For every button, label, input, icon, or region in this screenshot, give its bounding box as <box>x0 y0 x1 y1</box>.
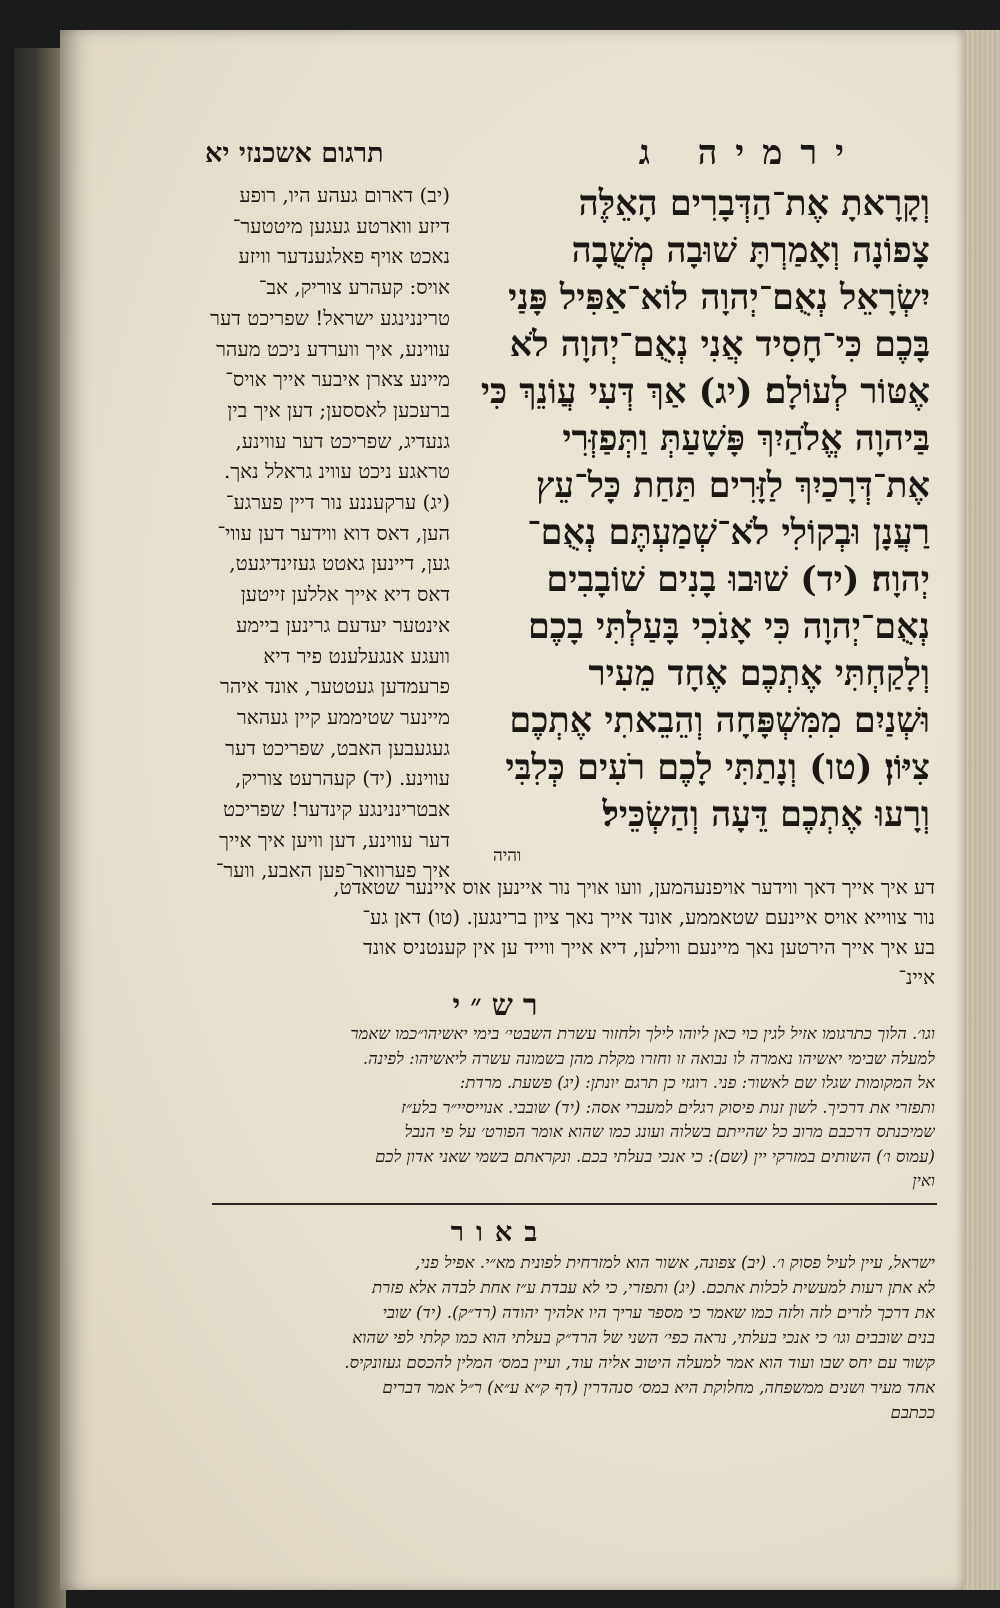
translation-line: דיזע ווארטע געגען מיטטער־ <box>232 213 450 238</box>
biur-line: קשור עם יחס שבו ועוד הוא אמר למעלה היטוב אליה עוד, ועיין במס׳ המלין להכסם געזונקיס. <box>344 1353 935 1372</box>
section-divider <box>212 1203 937 1205</box>
translation-line: וועגע אנגעלענט פיר דיא <box>263 643 450 668</box>
hebrew-line: נְאֻם־יְהוָה כִּי אָנֹכִי בָּעַלְתִּי בָכֶם <box>527 606 930 647</box>
translation-line: הען, דאס דוא ווידער דען עווי־ <box>217 520 450 545</box>
translation-line: טריננינגע ישראל! שפריכט דער <box>210 305 450 330</box>
translation-line: נור צווייא אויס איינעם שטאממע, אונד אייך נאך ציון ברינגען. (טו) דאן גע־ <box>362 905 935 929</box>
catchword: והיה <box>493 846 522 866</box>
biur-line: לא אתן רעות למעשית לכלות אתכם. (יג) ותפזרי, כי לא עבדת ע״ז אחת לבדה אלא פזרת <box>372 1278 935 1297</box>
translation-line: פרעמדען געטטער, אונד איהר <box>220 674 450 699</box>
translation-line: מיינע צארן איבער אייך אויס־ <box>225 367 450 392</box>
translation-line: (יג) ערקעננע נור דיין פערגע־ <box>225 490 450 515</box>
hebrew-line: בָּכֶם כִּי־חָסִיד אֲנִי נְאֻם־יְהוָה לֹא <box>509 324 930 365</box>
translation-line: נאכט אויף פאלגענדער וויזע <box>238 244 450 269</box>
rashi-line: למעלה שבימי יאשיהו נאמרה לו נבואה זו וחזרו מקלת מהן בשמונה עשרה ליאשיהו: לפינה. <box>362 1048 935 1068</box>
biur-line: בנים שובבים וגו׳ כי אנכי בעלתי, נראה כפי׳ השני של הרד״ק בעלתי הוא כמו קלתי לפי שהוא <box>352 1328 935 1347</box>
translation-line: גען, דיינען גאטט געזינדיגעט, <box>229 551 450 576</box>
rashi-line: (עמוס ו׳) השותים במזרקי יין (שם): כי אנכי בעלתי בכם. ונקראתם בשמי שאני אדון לכם <box>375 1146 935 1166</box>
translation-line: דער עווינע, דען וויען איך אייך <box>219 827 450 852</box>
hebrew-line: וּשְׁנַיִם מִמִּשְׁפָּחָה וְהֵבֵאתִי אֶתְכֶם <box>509 700 930 741</box>
translation-line: אינטער יעדעם גרינען ביימע <box>236 612 450 637</box>
translation-line: אויס: קעהרע צוריק, אב־ <box>258 275 450 300</box>
hebrew-line: צִיּוֹן׃ (טו) וְנָתַתִּי לָכֶם רֹעִים כְּלִבִּי <box>505 747 930 788</box>
hebrew-line: רַעֲנָן וּבְקוֹלִי לֹא־שְׁמַעְתֶּם נְאֻם־ <box>527 512 930 553</box>
biur-line: ככתבם <box>890 1403 935 1422</box>
rashi-line: ואין <box>912 1171 935 1190</box>
hebrew-line: אֶטּוֹר לְעוֹלָם׃ (יג) אַךְ דְּעִי עֲוֹנֵךְ כִּי <box>480 371 930 412</box>
hebrew-line: יְהוָה׃ (יד) שׁוּבוּ בָנִים שׁוֹבָבִים <box>546 559 930 600</box>
hebrew-text-column <box>475 180 930 838</box>
biur-line: ישראל, עיין לעיל פסוק ו׳. (יב) צפונה, אשור הוא למזרחית לפונית מא״י. אפיל פני, <box>415 1253 935 1272</box>
rashi-heading: רש״י <box>452 988 548 1023</box>
rashi-line: וגו׳. הלוך כתרגומו אזיל לגין כוי כאן ליוהו לילך ולחזור עשרת השבטי׳ בימי יאשיהו״כמו שאמר <box>350 1024 935 1043</box>
translation-line: טראגע ניכט עווינ גראלל נאך. <box>224 459 450 484</box>
translation-line: איך פערוואר־פען האבע, ווער־ <box>215 858 450 883</box>
translation-full-width <box>205 872 935 992</box>
translation-line: עווינע. (יד) קעהרעט צוריק, <box>235 766 450 791</box>
running-title-right: ירמיה ג <box>638 133 862 173</box>
translation-line: געגעבען האבט, שפריכט דער <box>225 735 450 760</box>
hebrew-line: וְלָקַחְתִּי אֶתְכֶם אֶחָד מֵעִיר <box>588 653 930 694</box>
running-title-left: תרגום אשכנזי יא <box>205 138 384 169</box>
rashi-line: אל המקומות שגלו שם לאשור: פני. רוגזי כן תרגם יונתן: (יג) פשעת. מרדת: <box>459 1073 935 1092</box>
hebrew-line: יִשְׂרָאֵל נְאֻם־יְהוָה לוֹא־אַפִּיל פָּנַי <box>508 277 930 318</box>
translation-line: (יב) דארום געהע היו, רופע <box>239 183 450 207</box>
translation-line: מיינער שטיממע קיין געהאר <box>236 704 450 729</box>
translation-line: איינ־ <box>898 965 935 989</box>
translation-line: גנעדיג, שפריכט דער עווינע, <box>235 428 450 453</box>
biur-heading: באור <box>450 1217 550 1248</box>
hebrew-line: וְקָרָאתָ אֶת־הַדְּבָרִים הָאֵלֶּה <box>578 183 930 224</box>
translation-line: ברעכען לאססען; דען איך בין <box>227 397 450 422</box>
page-fore-edge <box>964 30 1000 1590</box>
rashi-line: שמיכנתס דרכבם מרוב כל שהייתם בשלוה ועונג כמו שהוא אומר הפורט׳ על פי הנבל <box>404 1122 935 1141</box>
hebrew-line: אֶת־דְּרָכַיִךְ לַזָּרִים תַּחַת כָּל־עֵץ <box>536 465 930 506</box>
translation-line: עווינע, איך ווערדע ניכט מעהר <box>216 336 450 361</box>
translation-line: דאס דיא אייך אללען זייטען <box>240 582 450 607</box>
rashi-line: ותפזרי את דרכיך. לשון זנות פיסוק רגלים למעברי אסה: (יד) שובבי. אנוייסיי״ר בלע״ז <box>401 1097 935 1117</box>
book-binding-edge <box>14 48 66 1608</box>
biur-line: את דרכך לזרים לזה ולזה כמו שאמר כי מספר עריך היו אלהיך יהודה (רד״ק). (יד) שובי <box>382 1303 935 1322</box>
translation-line: דע איך אייך דאך ווידער אויפנעהמען, וועו אויך נור איינען אוס איינער שטאדט, <box>333 875 935 899</box>
hebrew-line: וְרָעוּ אֶתְכֶם דֵּעָה וְהַשְׂכֵּיל׃ <box>602 794 930 835</box>
translation-line: אבטריננינגע קינדער! שפריכט <box>223 797 450 822</box>
translation-line: בע איך אייך הירטען נאך מיינעם ווילען, דיא אייך ווייד ען אין קענטניס אונד <box>363 935 935 959</box>
rashi-commentary <box>205 1022 935 1194</box>
biur-line: אחד מעיר ושנים ממשפחה, מחלוקת היא במס׳ סנהדרין (דף ק״א ע״א) ר״ל אמר דברים <box>382 1378 935 1397</box>
hebrew-line: בַּיהוָה אֱלֹהַיִךְ פָּשָׁעַתְּ וַתְּפַזְּרִי <box>562 418 930 459</box>
hebrew-line: צָפוֹנָה וְאָמַרְתָּ שׁוּבָה מְשֻׁבָה <box>571 230 930 271</box>
translation-column <box>205 180 450 886</box>
biur-commentary <box>205 1250 935 1425</box>
